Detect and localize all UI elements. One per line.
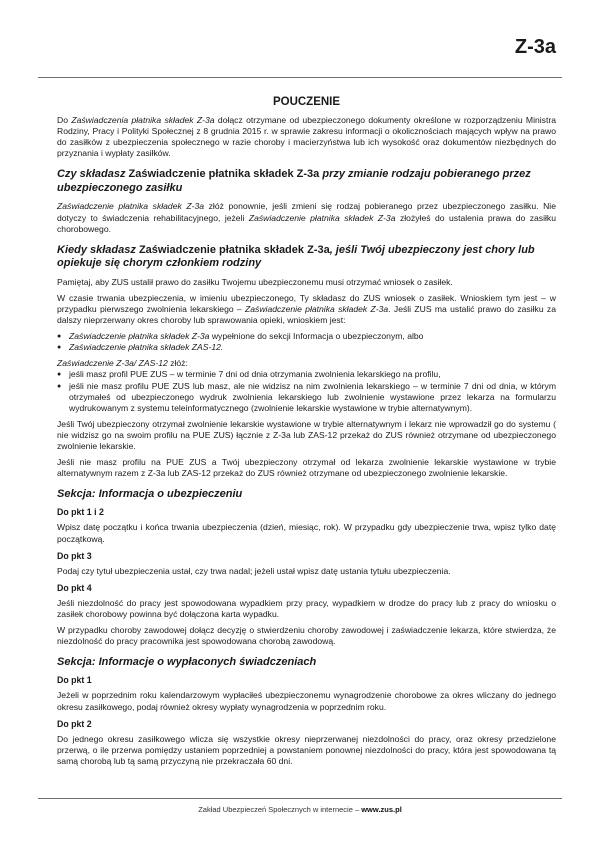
top-divider <box>38 77 562 78</box>
point-label: Do pkt 1 i 2 <box>57 507 104 518</box>
form-code: Z-3a <box>514 36 556 58</box>
footer-text: Zakład Ubezpieczeń Społecznych w internecie – <box>198 805 362 814</box>
section1-paragraph: Zaświadczenie płatnika składek Z-3a złóż ponownie, jeśli zmieni się rodzaj pobieranego przez ubezpieczonego zasiłku. Nie dotyczy to świadczenia rehabilitacyjnego, jeżeli Zaświadczenie płatnika składek Z-3a złożyłeś do ustalenia prawa do zasiłku chorobowego. <box>57 201 556 234</box>
section2-paragraph: Zaświadczenie Z-3a/ ZAS-12 złóż: <box>57 358 188 369</box>
section-heading-when-submit: Kiedy składasz Zaświadczenie płatnika składek Z-3a, jeśli Twój ubezpieczony jest chory lub opiekuje się chorym członkiem rodziny <box>57 243 535 270</box>
point-label: Do pkt 2 <box>57 718 92 729</box>
section2-paragraph: Jeśli Twój ubezpieczony otrzymał zwolnienie lekarskie wystawione w trybie alternatywnym i lekarz nie wprowadził go do systemu ( nie widzisz go na swoim profilu na PUE ZUS) łącznie z Z-3a lub ZAS-12 przekaż do ZUS również otrzymane od ubezpieczonego zwolnienie lekarskie. <box>57 418 556 451</box>
section2-paragraph: W czasie trwania ubezpieczenia, w imieniu ubezpieczonego, Ty składasz do ZUS wniosek o zasiłek. Wnioskiem tym jest – w przypadku pierwszego zwolnienia lekarskiego – Zaświadczenie płatnika składek Z-3a. Jeśli ZUS ma ustalić prawo do zasiłku za dalszy nieprzerwany okres choroby lub sprawowania opieki, wnioskiem jest: <box>57 292 556 326</box>
point-label: Do pkt 4 <box>57 582 92 593</box>
footer <box>0 805 600 814</box>
list-item: ● Zaświadczenie płatnika składek ZAS-12. <box>57 342 556 353</box>
section-heading-insurance-info: Sekcja: Informacja o ubezpieczeniu <box>57 488 243 501</box>
section2-paragraph: Pamiętaj, aby ZUS ustalił prawo do zasiłku Twojemu ubezpieczonemu musi otrzymać wniosek o zasiłek. <box>57 276 453 287</box>
point-paragraph: Podaj czy tytuł ubezpieczenia ustał, czy trwa nadal; jeżeli ustał wpisz datę ustania tytułu ubezpieczenia. <box>57 565 451 576</box>
deadline-list <box>57 369 556 413</box>
point-label: Do pkt 3 <box>57 550 92 561</box>
request-list <box>57 331 556 353</box>
document-body <box>57 97 556 772</box>
section-heading-paid-benefits: Sekcja: Informacje o wypłaconych świadczeniach <box>57 656 317 669</box>
intro-paragraph <box>57 115 556 159</box>
point-paragraph: Jeśli niezdolność do pracy jest spowodowana wypadkiem przy pracy, wypadkiem w drodze do pracy lub z pracy do wniosku o zasiłek chorobowy powinna być dołączona karta wypadku. <box>57 597 556 619</box>
point-paragraph: Jeżeli w poprzednim roku kalendarzowym wypłaciłeś ubezpieczonemu wynagrodzenie chorobowe za okres wliczany do jednego okresu zasiłkowego, podaj również okresy wypłaty wynagrodzenia w poprzednim roku. <box>57 690 556 712</box>
point-label: Do pkt 1 <box>57 675 92 686</box>
section-heading-change-benefit: Czy składasz Zaświadczenie płatnika składek Z-3a przy zmianie rodzaju pobieranego przez ubezpieczonego zasiłku <box>57 168 531 194</box>
point-paragraph: W przypadku choroby zawodowej dołącz decyzję o stwierdzeniu choroby zawodowej i zaświadczenie lekarza, które stwierdza, że niezdolność do pracy pracownika jest spowodowana chorobą zawodową. <box>57 625 556 647</box>
intro-form-name: Zaświadczenia płatnika składek Z-3a <box>71 115 215 126</box>
list-item: ● jeśli masz profil PUE ZUS – w terminie 7 dni od dnia otrzymania zwolnienia lekarskiego na profilu, <box>57 369 556 380</box>
list-item: ● jeśli nie masz profilu PUE ZUS lub masz, ale nie widzisz na nim zwolnienia lekarskiego – w terminie 7 dni od dnia, w którym otrzymałeś od ubezpieczonego wydruk zwolnienia lekarskiego lub zwolnienie wystawione przez lekarza na formularzu wydrukowanym z systemu teleinformatycznego (zwolnienie lekarskie wystawione w trybie alternatywnym). <box>57 381 556 414</box>
page-title: POUCZENIE <box>272 96 341 108</box>
footer-link[interactable]: www.zus.pl <box>361 805 402 814</box>
section2-paragraph: Jeśli nie masz profilu na PUE ZUS a Twój ubezpieczony otrzymał od lekarza zwolnienie lekarskie wystawione w trybie alternatywnym razem z Z-3a lub ZAS-12 przekaż do ZUS również otrzymane od ubezpieczonego zwolnienie lekarskie. <box>57 457 556 479</box>
bottom-divider <box>38 798 562 799</box>
list-item: ● Zaświadczenie płatnika składek Z-3a wypełnione do sekcji Informacja o ubezpieczonym, albo <box>57 331 556 342</box>
point-paragraph: Wpisz datę początku i końca trwania ubezpieczenia (dzień, miesiąc, rok). W przypadku gdy ubezpieczenie trwa, wpisz tylko datę początkową. <box>57 522 556 544</box>
point-paragraph: Do jednego okresu zasiłkowego wlicza się wszystkie okresy nieprzerwanej niezdolności do pracy, oraz okresy przedzielone przerwą, o ile przerwa pomiędzy ustaniem poprzedniej a powstaniem ponownej niezdolności do pracy, która jest spowodowana tą samą chorobą lub tą samą przyczyną nie przekraczała 60 dni. <box>57 733 556 766</box>
intro-text: Do <box>57 115 72 126</box>
intro-text: dołącz otrzymane od ubezpieczonego dokumenty określone w rozporządzeniu Ministra Rodziny, Pracy i Polityki Społecznej z 8 grudnia 2015 r. w sprawie zakresu informacji o okolicznościach mających wpływ na prawo do zasiłków z ubezpieczenia społecznego w razie choroby i macierzyństwa lub ich wysokość oraz dokumentów niezbędnych do przyznania i wypłaty zasiłków. <box>57 115 557 159</box>
